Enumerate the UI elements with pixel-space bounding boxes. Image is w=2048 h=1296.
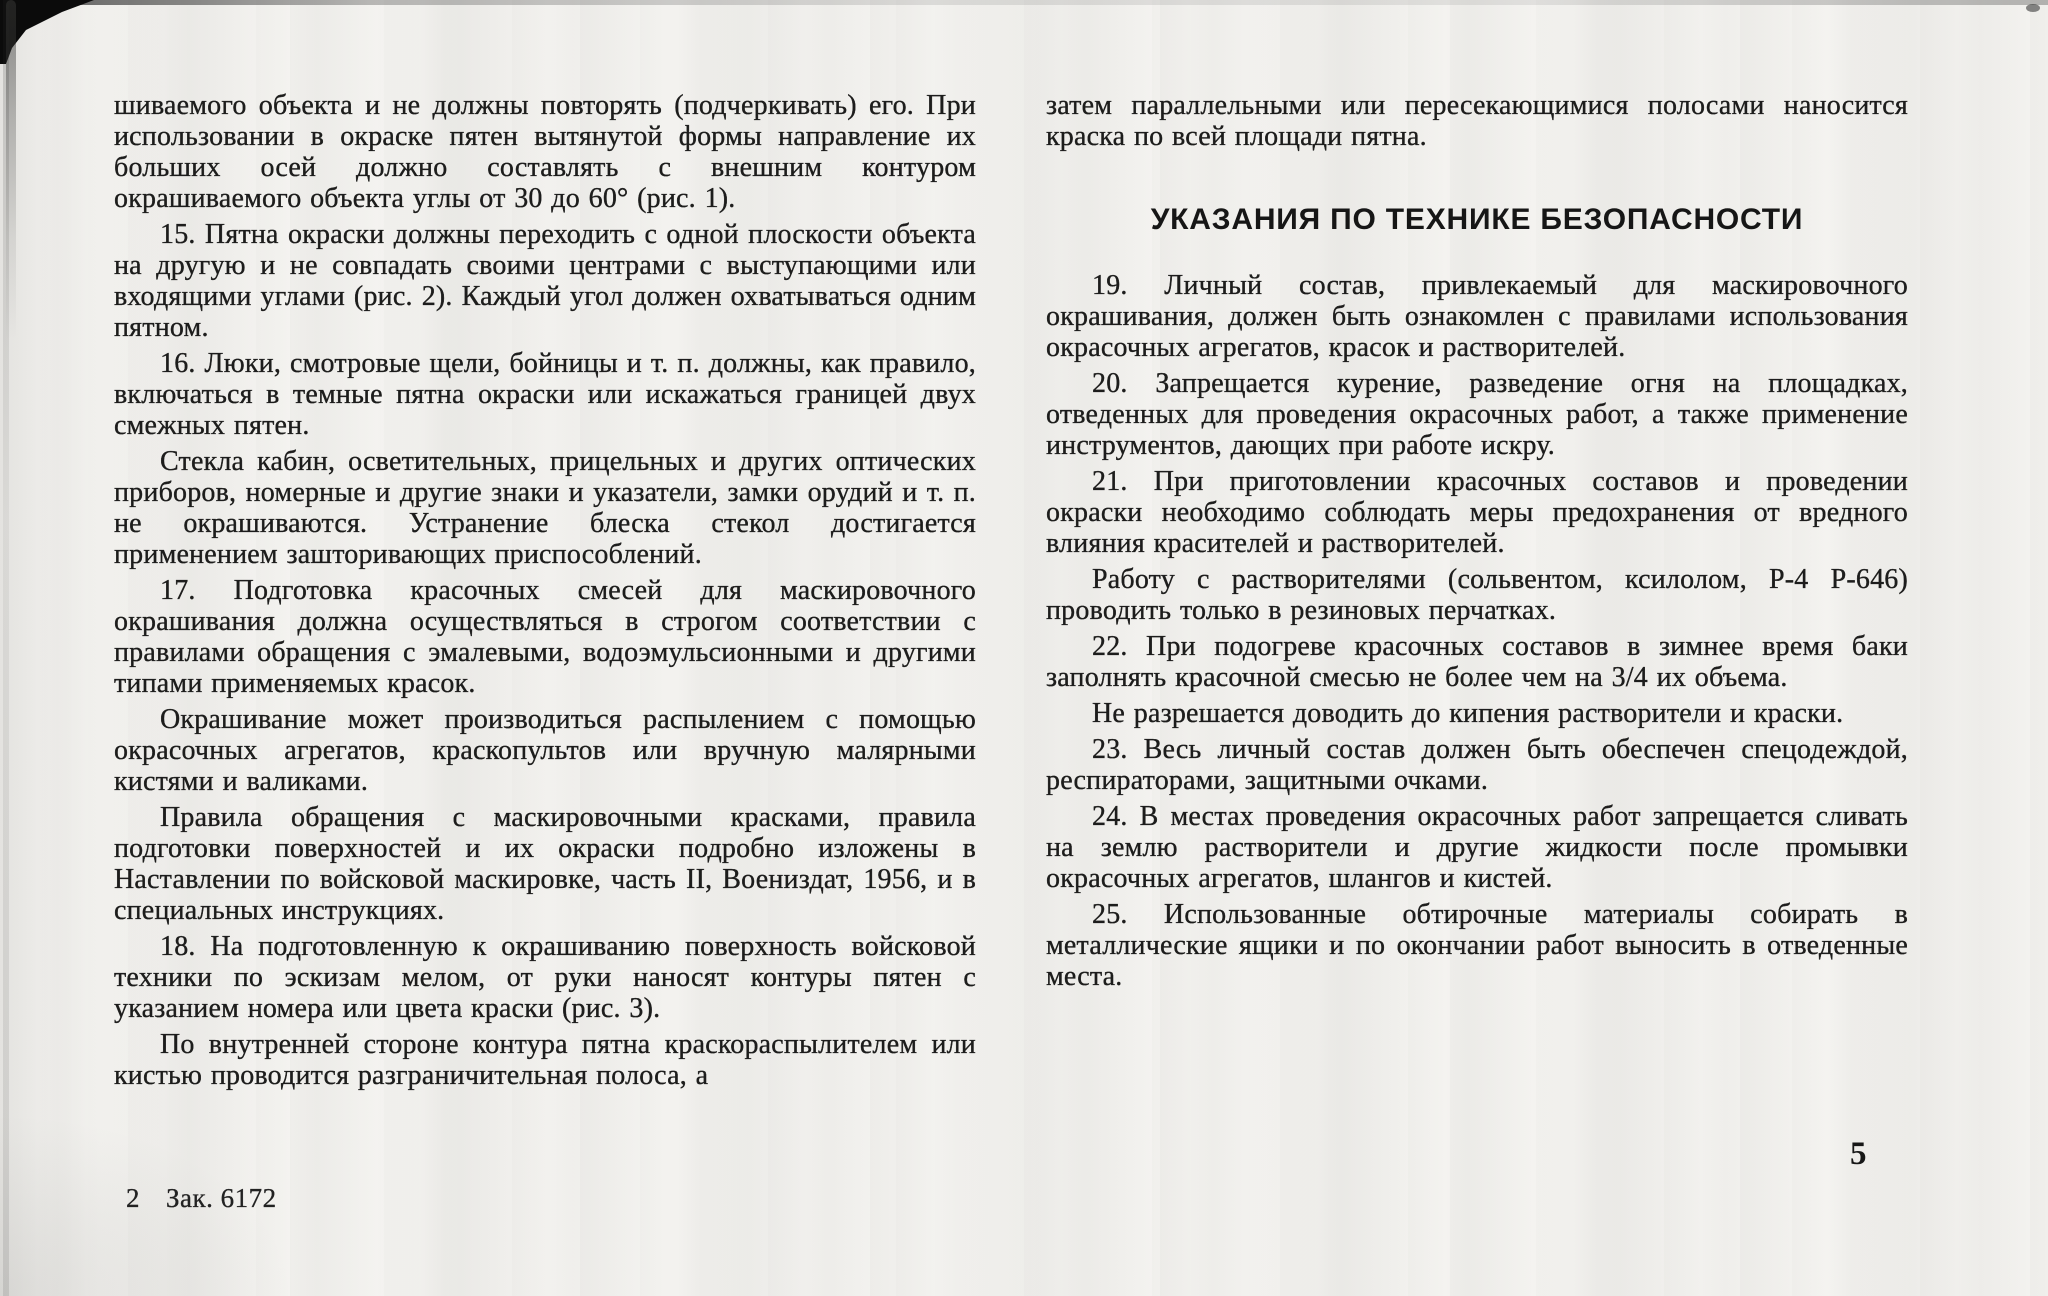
- scan-top-edge-shadow: [0, 0, 2048, 5]
- paragraph-15: 15. Пятна окраски должны переходить с одной плоскости объекта на другую и не совпадать своими центрами с выступающими или входящими углами (рис. 2). Каждый угол должен охватываться одним пятном.: [114, 219, 976, 343]
- scan-top-right-speck: [2026, 4, 2040, 12]
- paragraph-24: 24. В местах проведения окрасочных работ запрещается сливать на землю растворители и другие жидкости после промывки окрасочных агрегатов, шлангов и кистей.: [1046, 801, 1908, 894]
- paragraph-17b: Правила обращения с маскировочными красками, правила подготовки поверхностей и их окраски подробно изложены в Наставлении по войсковой маскировке, часть II, Воениздат, 1956, и в специальных инструкциях.: [114, 802, 976, 926]
- section-heading-safety: УКАЗАНИЯ ПО ТЕХНИКЕ БЕЗОПАСНОСТИ: [1150, 203, 1804, 236]
- paragraph-continuation-18b: затем параллельными или пересекающимися полосами наносится краска по всей площади пятна.: [1046, 90, 1908, 152]
- paragraph-20: 20. Запрещается курение, разведение огня на площадках, отведенных для проведения окрасочных работ, а также применение инструментов, дающих при работе искру.: [1046, 368, 1908, 461]
- page-number: 5: [1850, 1136, 1867, 1172]
- paragraph-21a: Работу с растворителями (сольвентом, ксилолом, Р-4 Р-646) проводить только в резиновых перчатках.: [1046, 564, 1908, 626]
- paragraph-18a: По внутренней стороне контура пятна краскораспылителем или кистью проводится разграничительная полоса, а: [114, 1029, 976, 1091]
- left-page-column: [114, 90, 976, 1096]
- print-signature: [126, 1183, 277, 1214]
- print-order: Зак. 6172: [166, 1183, 277, 1213]
- sheet-number: 2: [126, 1183, 140, 1213]
- paragraph-17: 17. Подготовка красочных смесей для маскировочного окрашивания должна осуществляться в строгом соответствии с правилами обращения с эмалевыми, водоэмульсионными и другими типами применяемых красок.: [114, 575, 976, 699]
- scan-left-edge-faint-line: [3, 0, 9, 1296]
- paragraph-21: 21. При приготовлении красочных составов и проведении окраски необходимо соблюдать меры предохранения от вредного влияния красителей и растворителей.: [1046, 466, 1908, 559]
- paragraph-16: 16. Люки, смотровые щели, бойницы и т. п. должны, как правило, включаться в темные пятна окраски или искажаться границей двух смежных пятен.: [114, 348, 976, 441]
- paragraph-25: 25. Использованные обтирочные материалы собирать в металлические ящики и по окончании работ выносить в отведенные места.: [1046, 899, 1908, 992]
- paragraph-22: 22. При подогреве красочных составов в зимнее время баки заполнять красочной смесью не более чем на 3/4 их объема.: [1046, 631, 1908, 693]
- paragraph-17a: Окрашивание может производиться распылением с помощью окрасочных агрегатов, краскопультов или вручную малярными кистями и валиками.: [114, 704, 976, 797]
- paragraph-continuation-14: шиваемого объекта и не должны повторять (подчеркивать) его. При использовании в окраске пятен вытянутой формы направление их больших осей должно составлять с внешним контуром окрашиваемого объекта углы от 30 до 60° (рис. 1).: [114, 90, 976, 214]
- paragraph-22a: Не разрешается доводить до кипения растворители и краски.: [1092, 698, 1844, 729]
- paragraph-23: 23. Весь личный состав должен быть обеспечен спецодеждой, респираторами, защитными очками.: [1046, 734, 1908, 796]
- paragraph-18: 18. На подготовленную к окрашиванию поверхность войсковой техники по эскизам мелом, от руки наносят контуры пятен с указанием номера или цвета краски (рис. 3).: [114, 931, 976, 1024]
- paragraph-16a: Стекла кабин, осветительных, прицельных и других оптических приборов, номерные и другие знаки и указатели, замки орудий и т. п. не окрашиваются. Устранение блеска стекол достигается применением зашторивающих приспособлений.: [114, 446, 976, 570]
- right-page-column: [1046, 90, 1908, 997]
- paragraph-19: 19. Личный состав, привлекаемый для маскировочного окрашивания, должен быть ознакомлен с правилами использования окрасочных агрегатов, красок и растворителей.: [1046, 270, 1908, 363]
